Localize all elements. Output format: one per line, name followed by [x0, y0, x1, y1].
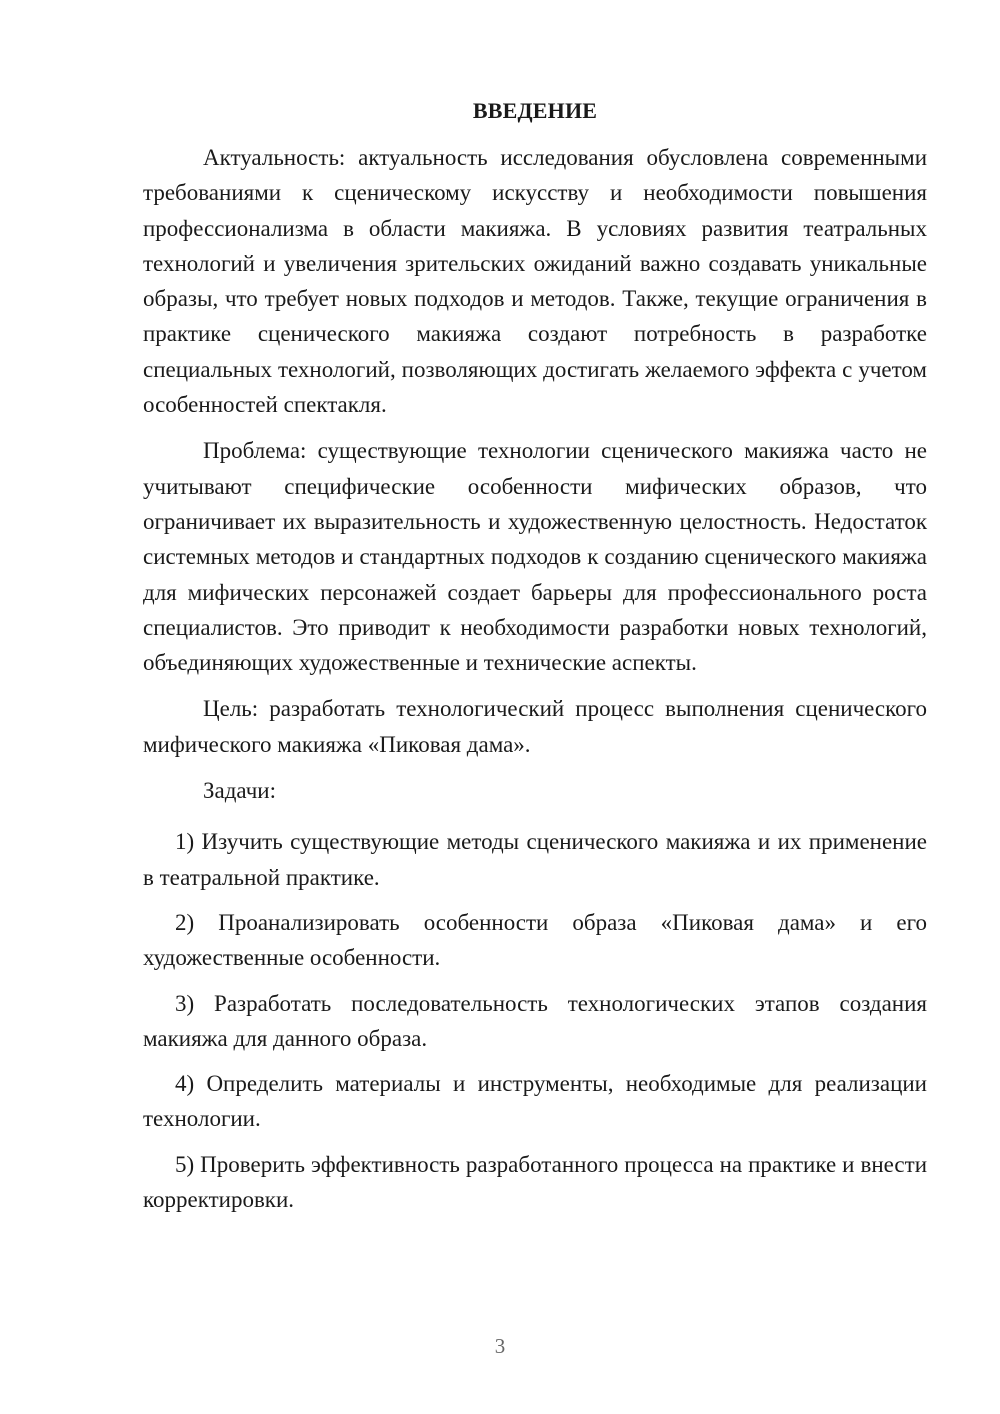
page-number: 3 [494, 1334, 506, 1358]
task-item: 2) Проанализировать особенности образа «Пиковая дама» и его художественные особенности. [143, 909, 927, 971]
problem-paragraph: Проблема: существующие технологии сценического макияжа часто не учитывают специфические особенности мифических образов, что ограничивает их выразительность и художественную целостность. Недостаток системных методов и стандартных подходов к созданию сценического макияжа для мифических персонажей создает барьеры для профессионального роста специалистов. Это приводит к необходимости разработки новых технологий, объединяющих художественные и технические аспекты. [143, 438, 927, 676]
tasks-heading: Задачи: [203, 778, 276, 804]
document-body [143, 140, 927, 1227]
task-item: 3) Разработать последовательность технологических этапов создания макияжа для данного образа. [143, 990, 927, 1051]
page-title: ВВЕДЕНИЕ [472, 98, 598, 123]
goal-paragraph: Цель: разработать технологический процесс выполнения сценического мифического макияжа «Пиковая дама». [143, 696, 927, 757]
relevance-paragraph: Актуальность: актуальность исследования обусловлена современными требованиями к сценическому искусству и необходимости повышения профессионализма в области макияжа. В условиях развития театральных технологий и увеличения зрительских ожиданий важно создавать уникальные образы, что требует новых подходов и методов. Также, текущие ограничения в практике сценического макияжа создают потребность в разработке специальных технологий, позволяющих достигать желаемого эффекта с учетом особенностей спектакля. [143, 145, 927, 418]
task-item: 5) Проверить эффективность разработанного процесса на практике и внести корректировки. [143, 1151, 927, 1213]
task-item: 1) Изучить существующие методы сценического макияжа и их применение в театральной практике. [143, 829, 927, 890]
task-item: 4) Определить материалы и инструменты, необходимые для реализации технологии. [143, 1071, 927, 1132]
tasks-list [143, 824, 927, 1217]
